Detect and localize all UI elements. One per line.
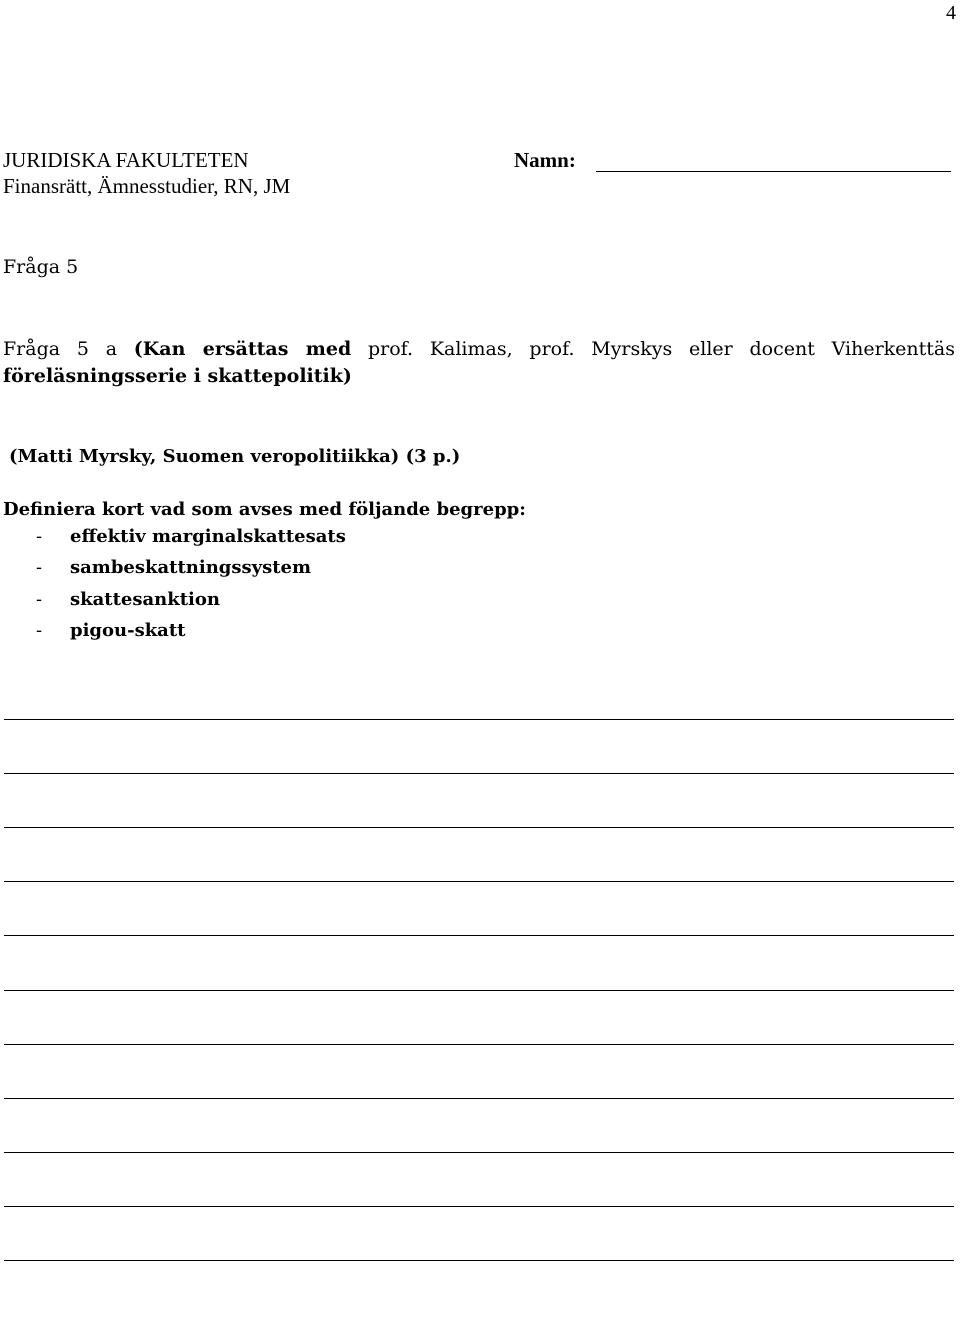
answer-line[interactable] <box>4 773 954 774</box>
term-label: pigou-skatt <box>70 619 186 641</box>
subquestion-bold-2: föreläsningsserie i skattepolitik) <box>3 365 352 387</box>
list-marker: - <box>36 588 43 610</box>
page-number: 4 <box>946 2 956 24</box>
subquestion-bold-1: (Kan ersättas med <box>133 338 352 360</box>
name-label: Namn: <box>514 148 576 172</box>
term-label: effektiv marginalskattesats <box>70 526 346 547</box>
source-reference: (Matti Myrsky, Suomen veropolitiikka) (3 p.) <box>9 446 461 467</box>
term-list <box>36 526 346 651</box>
list-marker: - <box>36 619 43 641</box>
instruction-text: Definiera kort vad som avses med följande begrepp: <box>3 499 526 520</box>
question-heading: Fråga 5 <box>3 256 79 278</box>
answer-line[interactable] <box>4 1044 954 1045</box>
answer-line[interactable] <box>4 1206 954 1207</box>
answer-line[interactable] <box>4 1152 954 1153</box>
list-item <box>36 526 346 557</box>
header-block <box>3 147 290 199</box>
name-field[interactable] <box>596 171 951 172</box>
answer-line[interactable] <box>4 719 954 720</box>
answer-line[interactable] <box>4 827 954 828</box>
answer-line[interactable] <box>4 1098 954 1099</box>
list-item <box>36 557 346 588</box>
answer-line[interactable] <box>4 990 954 991</box>
list-marker: - <box>36 557 43 579</box>
list-item <box>36 589 346 620</box>
list-marker: - <box>36 526 43 547</box>
faculty-name: JURIDISKA FAKULTETEN <box>3 148 249 172</box>
list-item <box>36 620 346 651</box>
subquestion-lecturers: prof. Kalimas, prof. Myrskys eller docent Viherkenttäs <box>351 338 955 360</box>
term-label: skattesanktion <box>70 588 220 610</box>
answer-line[interactable] <box>4 1260 954 1261</box>
term-label: sambeskattningssystem <box>70 557 312 579</box>
subquestion-text <box>3 336 955 390</box>
answer-line[interactable] <box>4 881 954 882</box>
course-name: Finansrätt, Ämnesstudier, RN, JM <box>3 174 291 198</box>
answer-line[interactable] <box>4 935 954 936</box>
subquestion-label: Fråga 5 a <box>3 338 134 360</box>
